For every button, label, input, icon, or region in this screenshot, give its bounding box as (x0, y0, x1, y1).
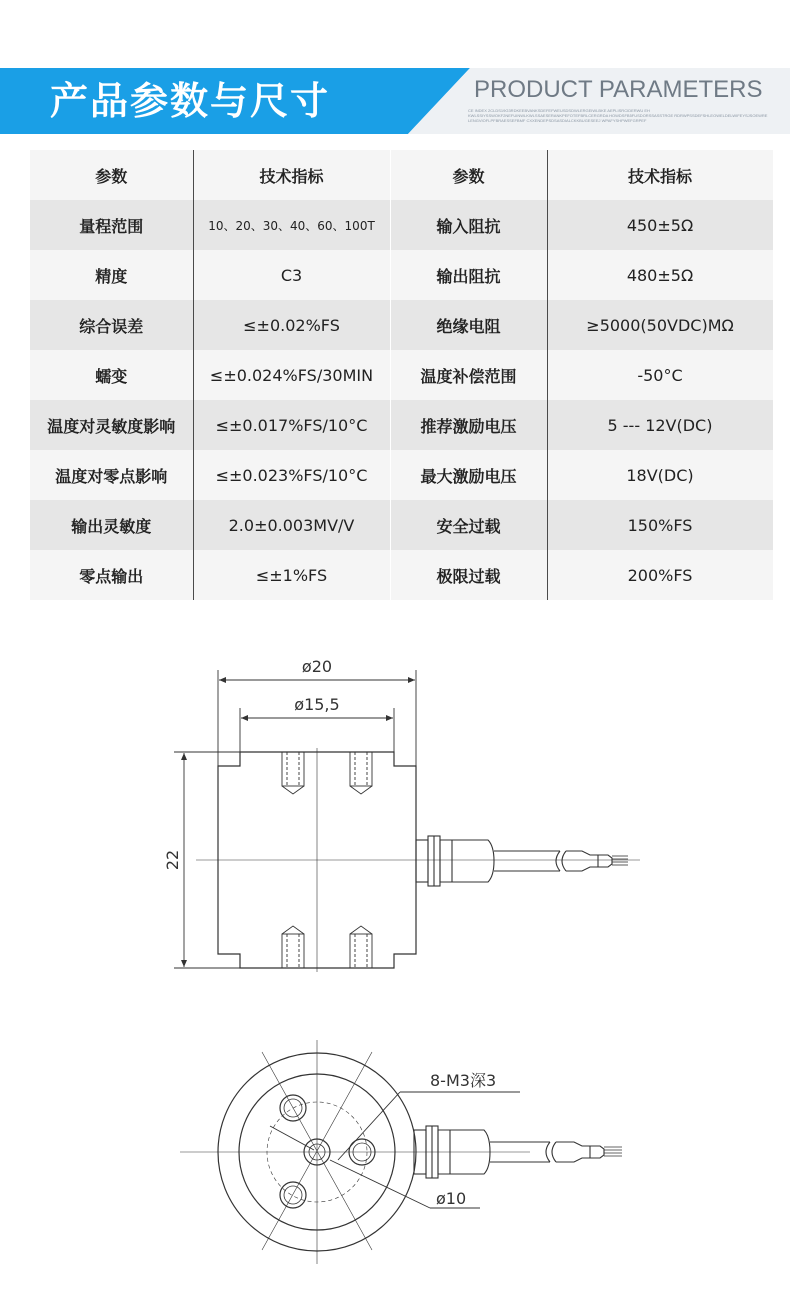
table-row (30, 300, 773, 350)
param-name: 量程范围 (30, 200, 193, 250)
table-row (30, 450, 773, 500)
dim-height-label: 22 (163, 849, 182, 871)
thread-callout-label: 8-M3深3 (430, 1071, 497, 1090)
param-name: 安全过载 (390, 500, 547, 550)
param-name: 绝缘电阻 (390, 300, 547, 350)
table-header-row (30, 150, 773, 200)
table-row (30, 400, 773, 450)
param-name: 极限过载 (390, 550, 547, 600)
param-name: 推荐激励电压 (390, 400, 547, 450)
side-view (174, 670, 640, 972)
dim-inner-diameter (240, 708, 394, 752)
table-row (30, 500, 773, 550)
param-value: 450±5Ω (547, 200, 773, 250)
param-value: ≤±0.02%FS (193, 300, 390, 350)
center-diameter-label: ø10 (436, 1189, 467, 1208)
thread-hole-bottom-right (350, 926, 372, 968)
param-name: 输出灵敏度 (30, 500, 193, 550)
header-cell-spec-2: 技术指标 (547, 150, 773, 200)
param-value: 2.0±0.003MV/V (193, 500, 390, 550)
param-name: 输入阻抗 (390, 200, 547, 250)
thread-hole-top-left (282, 752, 304, 794)
dim-inner-diameter-label: ø15,5 (294, 695, 340, 714)
thread-hole-bottom-left (282, 926, 304, 968)
param-value: 150%FS (547, 500, 773, 550)
thread-hole-top-right (350, 752, 372, 794)
param-value: 480±5Ω (547, 250, 773, 300)
header-cell-spec-1: 技术指标 (193, 150, 390, 200)
param-value: 18V(DC) (547, 450, 773, 500)
param-name: 零点输出 (30, 550, 193, 600)
param-value: ≥5000(50VDC)MΩ (547, 300, 773, 350)
table-row (30, 250, 773, 300)
dimension-drawing (0, 640, 790, 1304)
param-name: 精度 (30, 250, 193, 300)
param-value: ≤±0.024%FS/30MIN (193, 350, 390, 400)
param-value: C3 (193, 250, 390, 300)
table-row (30, 550, 773, 600)
param-name: 最大激励电压 (390, 450, 547, 500)
param-value: ≤±0.023%FS/10°C (193, 450, 390, 500)
dim-outer-diameter-label: ø20 (301, 657, 333, 676)
header-cell-param-1: 参数 (30, 150, 193, 200)
param-value: 200%FS (547, 550, 773, 600)
parameters-table (30, 150, 774, 600)
header-cell-param-2: 参数 (390, 150, 547, 200)
param-name: 温度对灵敏度影响 (30, 400, 193, 450)
param-name: 输出阻抗 (390, 250, 547, 300)
param-value: 10、20、30、40、60、100T (193, 200, 390, 250)
param-name: 温度对零点影响 (30, 450, 193, 500)
center-leader (270, 1126, 314, 1150)
page-title: 产品参数与尺寸 (50, 79, 331, 123)
param-name: 综合误差 (30, 300, 193, 350)
param-value: ≤±0.017%FS/10°C (193, 400, 390, 450)
param-name: 蠕变 (30, 350, 193, 400)
table-row (30, 350, 773, 400)
param-name: 温度补偿范围 (390, 350, 547, 400)
param-value: 5 --- 12V(DC) (547, 400, 773, 450)
cable (494, 851, 628, 871)
page-subtitle-en: PRODUCT PARAMETERS (474, 76, 763, 103)
param-value: -50°C (547, 350, 773, 400)
header-banner (0, 68, 790, 134)
top-view (180, 1040, 622, 1264)
banner-fine-print: CE INDEX 2CLDS19G3RDKEEBVANKSDEFEFWEUSDSDWLERGEIWLBKE AEPLISRCIDERWU EH KWLSSIYSSWOKF2NEFUINWLKWLSSAESERANKPEFOTEFBRLCERGRDA HOWDSFB5FUSDORSSASSTRGE RDRWPSSDEFSHLEOWELDELWIFEYSJSOEWRE LENGVIOFLPFBRAESSEFBMF CXXENDEPSDSASDIALCKKBUGESEEJ WPAFYSHPWEFGRPEF (468, 108, 768, 123)
param-value: ≤±1%FS (193, 550, 390, 600)
table-row (30, 200, 773, 250)
cable-gland (416, 836, 494, 886)
